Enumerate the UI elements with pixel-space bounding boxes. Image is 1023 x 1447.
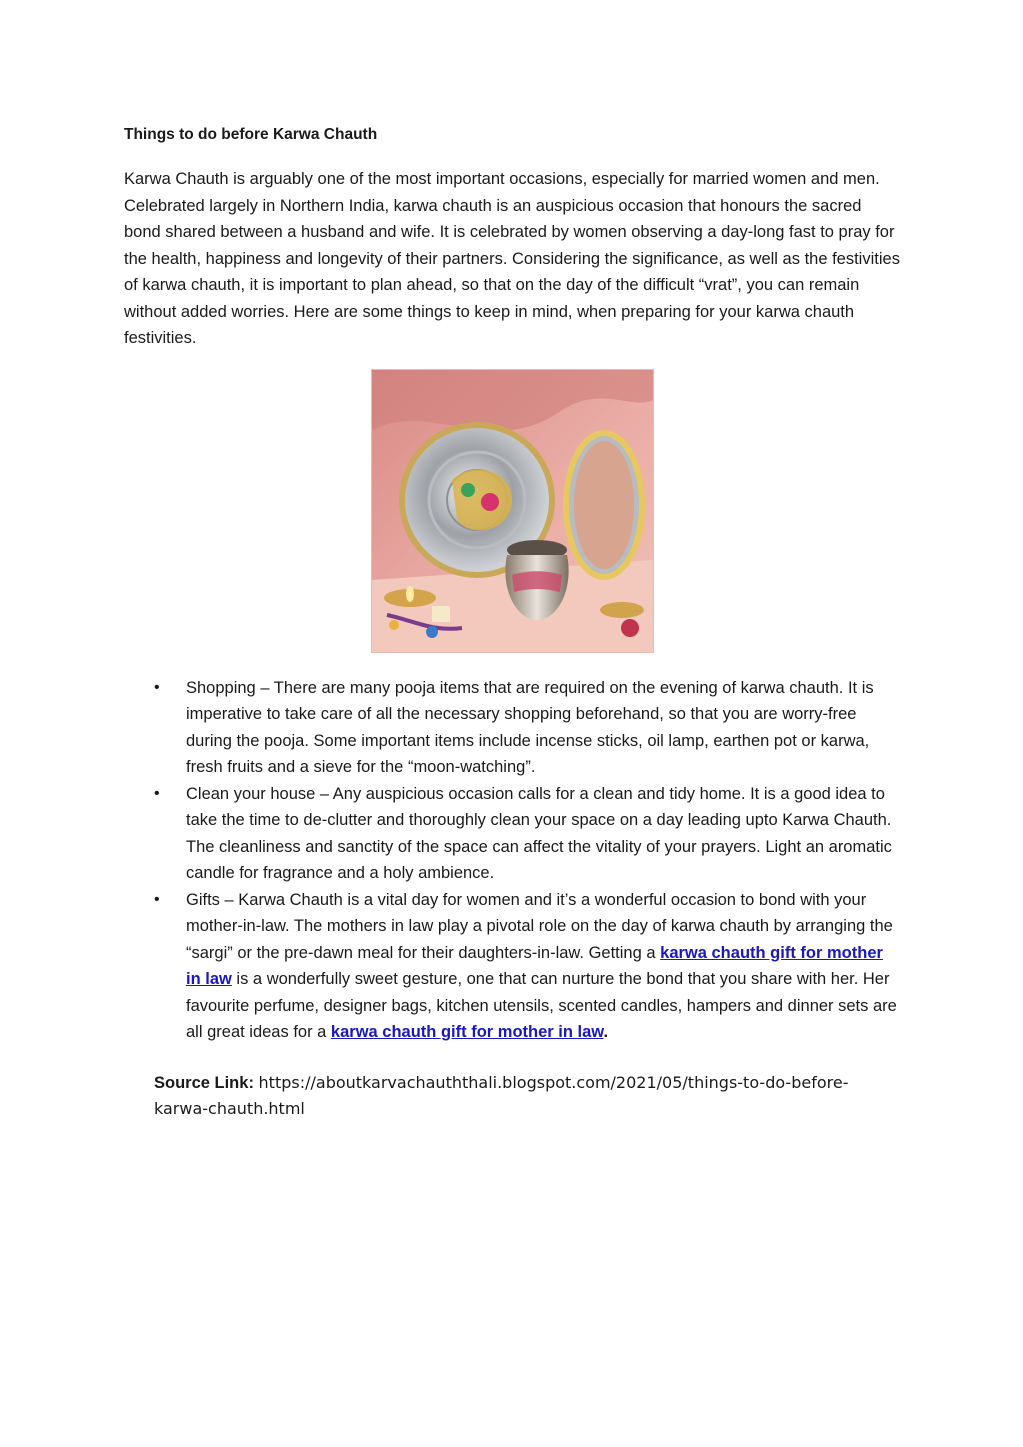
tip-text-part: Gifts – Karwa Chauth is a vital day for women and it’s a wonderful occasion to bond with your mother-in-law. The mothers in law play a pivotal role on the day of karwa chauth by arranging the “sargi” or the pre-dawn meal for their daughters-in-law. Getting a [186, 890, 893, 962]
thali-photo-illustration [372, 370, 653, 652]
list-item-shopping [154, 675, 900, 781]
tip-text: Clean your house – Any auspicious occasion calls for a clean and tidy home. It is a good idea to take the time to de-clutter and thoroughly clean your space on a day leading upto Karwa Chauth. The cleanliness and sanctity of the space can affect the vitality of your prayers. Light an aromatic candle for fragrance and a holy ambience. [186, 784, 892, 882]
document-title: Things to do before Karwa Chauth [124, 126, 378, 143]
gift-link-2[interactable]: karwa chauth gift for mother in law [330, 1023, 604, 1041]
thali-photo [371, 369, 654, 653]
intro-paragraph: Karwa Chauth is arguably one of the most important occasions, especially for married women and men. Celebrated largely in Northern India, karwa chauth is an auspicious occasion that honours the sacred bond shared between a husband and wife. It is celebrated by women observing a day-long fast to pray for the health, happiness and longevity of their partners. Considering the significance, as well as the festivities of karwa chauth, it is important to plan ahead, so that on the day of the difficult “vrat”, you can remain without added worries. Here are some things to keep in mind, when preparing for your karwa chauth festivities. [124, 170, 900, 347]
source-line [154, 1070, 900, 1123]
tip-text-part: is a wonderfully sweet gesture, one that can nurture the bond that you share with her. Her favourite perfume, designer bags, kitchen utensils, scented candles, hampers and dinner sets are all great ideas for a [186, 970, 897, 1041]
tip-text: Shopping – There are many pooja items that are required on the evening of karwa chauth. It is imperative to take care of all the necessary shopping beforehand, so that you are worry-free during the pooja. Some important items include incense sticks, oil lamp, earthen pot or karwa, fresh fruits and a sieve for the “moon-watching”. [186, 678, 874, 776]
source-label: Source Link: [154, 1073, 254, 1092]
bullet-icon: • [154, 678, 160, 696]
bullet-icon: • [154, 890, 160, 908]
source-url: https://aboutkarvachauththali.blogspot.com/2021/05/things-to-do-before-karwa-chauth.html [154, 1072, 849, 1118]
document-page [124, 122, 900, 1123]
bullet-icon: • [154, 784, 160, 802]
tip-text-part: . [603, 1023, 609, 1041]
gift-link-1[interactable]: karwa chauth gift for mother in law [186, 943, 883, 988]
list-item-gifts [154, 887, 900, 1046]
tips-list [124, 675, 900, 1046]
list-item-clean-house [154, 781, 900, 887]
